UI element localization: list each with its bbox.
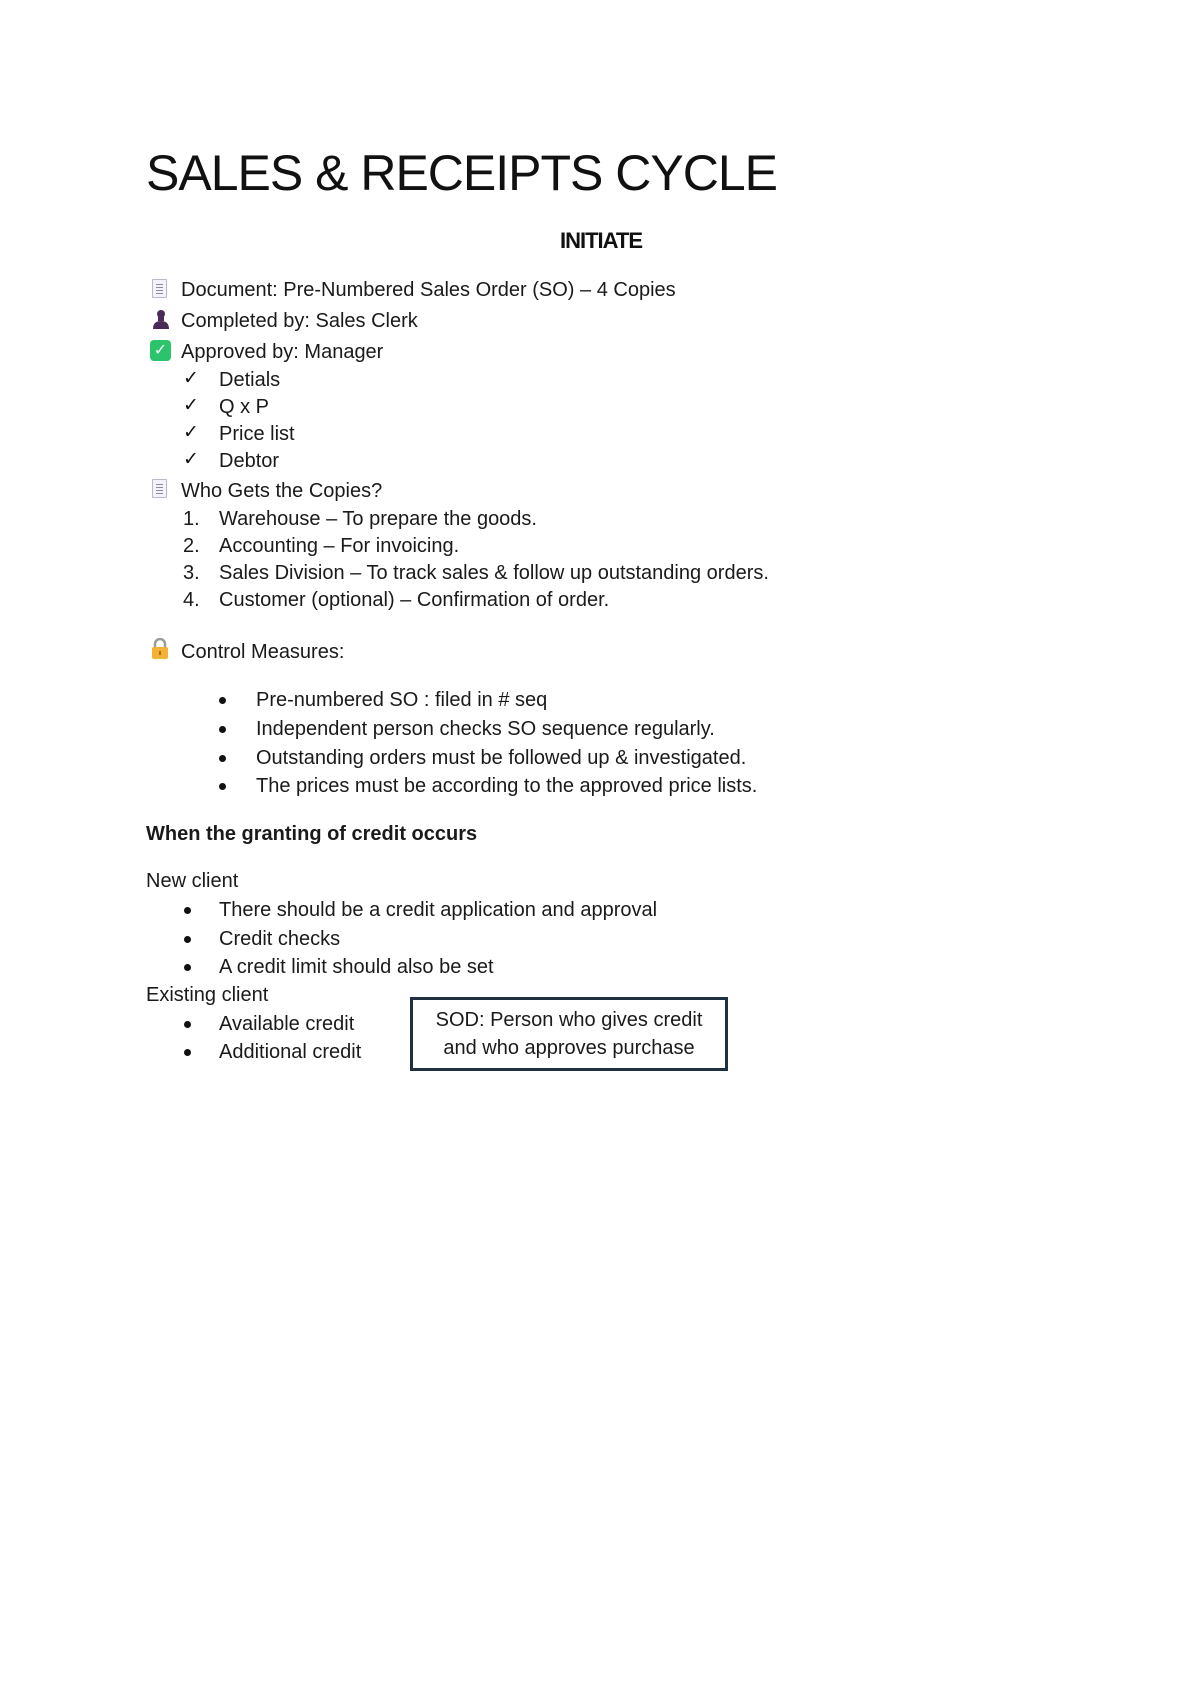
bullet-icon (184, 964, 191, 971)
sod-note-box (410, 997, 728, 1071)
check-box-icon: ✓ (150, 340, 171, 361)
document-icon (152, 479, 167, 498)
checkmark-icon: ✓ (183, 449, 199, 470)
section-heading-initiate: INITIATE (560, 228, 643, 253)
copies-item: Sales Division – To track sales & follow up outstanding orders. (219, 562, 769, 584)
bullet-icon (219, 697, 226, 704)
approval-check-item: Detials (219, 369, 281, 391)
control-item: Pre-numbered SO : filed in # seq (256, 689, 548, 711)
bullet-icon (219, 755, 226, 762)
list-number: 2. (183, 535, 200, 557)
bullet-icon (184, 1021, 191, 1028)
lock-icon (150, 638, 170, 660)
bullet-icon (219, 783, 226, 790)
existing-client-label: Existing client (146, 984, 269, 1006)
checkmark-icon: ✓ (183, 422, 199, 443)
bullet-icon (184, 1049, 191, 1056)
document-icon (152, 279, 167, 298)
list-number: 1. (183, 508, 200, 530)
approved-by-line: Approved by: Manager (181, 341, 384, 363)
new-client-label: New client (146, 870, 239, 892)
control-item: The prices must be according to the approved price lists. (256, 775, 758, 797)
credit-heading: When the granting of credit occurs (146, 823, 478, 845)
new-client-item: A credit limit should also be set (219, 956, 494, 978)
control-item: Outstanding orders must be followed up & investigated. (256, 747, 747, 769)
checkmark-icon: ✓ (183, 395, 199, 416)
checkmark-icon: ✓ (183, 368, 199, 389)
new-client-item: Credit checks (219, 928, 341, 950)
bullet-icon (184, 907, 191, 914)
copies-item: Customer (optional) – Confirmation of order. (219, 589, 610, 611)
existing-client-item: Additional credit (219, 1041, 362, 1063)
bullet-icon (219, 726, 226, 733)
control-item: Independent person checks SO sequence regularly. (256, 718, 715, 740)
completed-by-line: Completed by: Sales Clerk (181, 310, 418, 332)
copies-item: Warehouse – To prepare the goods. (219, 508, 537, 530)
list-number: 3. (183, 562, 200, 584)
approval-check-item: Q x P (219, 396, 270, 418)
copies-item: Accounting – For invoicing. (219, 535, 460, 557)
existing-client-item: Available credit (219, 1013, 355, 1035)
bullet-icon (184, 936, 191, 943)
controls-heading: Control Measures: (181, 641, 345, 663)
approval-check-item: Price list (219, 423, 295, 445)
new-client-item: There should be a credit application and approval (219, 899, 658, 921)
approval-check-item: Debtor (219, 450, 280, 472)
document-line: Document: Pre-Numbered Sales Order (SO) – 4 Copies (181, 279, 676, 301)
person-icon (151, 309, 171, 329)
list-number: 4. (183, 589, 200, 611)
sod-note-line: SOD: Person who gives credit (435, 1009, 703, 1031)
sod-note-line: and who approves purchase (443, 1037, 695, 1059)
page-title: SALES & RECEIPTS CYCLE (146, 145, 778, 201)
copies-heading: Who Gets the Copies? (181, 480, 383, 502)
